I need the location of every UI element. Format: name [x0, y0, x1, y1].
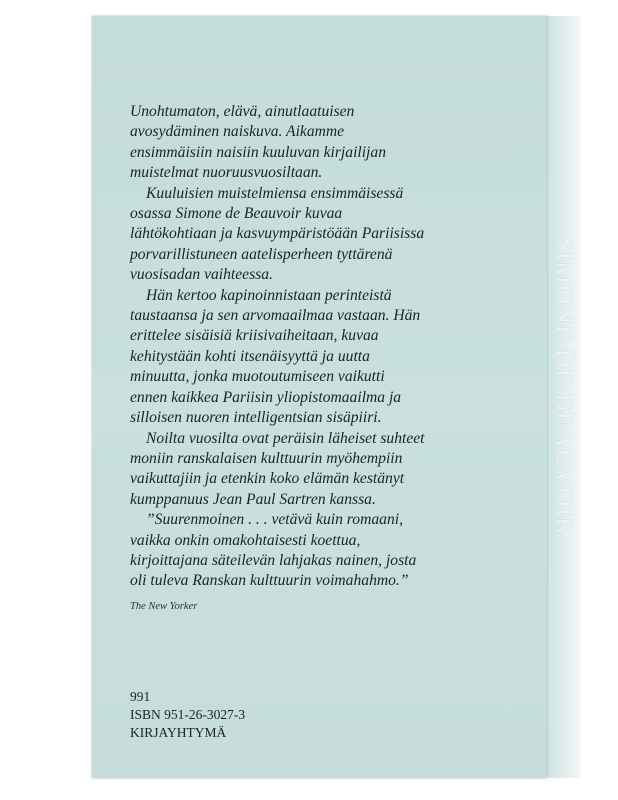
quote-attribution: The New Yorker	[130, 600, 198, 612]
blurb-line: ennen kaikkea Pariisin yliopistomaailma ja	[130, 388, 402, 406]
blurb-line: osassa Simone de Beauvoir kuvaa	[130, 205, 343, 223]
quote-line: oli tuleva Ranskan kulttuurin voimahahmo.”	[130, 572, 409, 590]
blurb-line: avosydäminen naiskuva. Aikamme	[130, 123, 345, 141]
review-quote	[130, 510, 530, 592]
blurb-paragraph-3	[130, 286, 530, 429]
blurb-line: Kuuluisien muistelmiensa ensimmäisessä	[146, 184, 404, 202]
quote-line: kirjoittajana säteilevän lahjakas nainen, josta	[130, 551, 417, 569]
blurb-line: taustaansa ja sen arvomaailmaa vastaan. Hän	[130, 307, 421, 325]
blurb-line: muistelmat nuoruusvuosiltaan.	[130, 164, 323, 182]
quote-line: vaikka onkin omakohtaisesti koettua,	[130, 531, 361, 549]
blurb-line: vaikuttajiin ja etenkin koko elämän kestänyt	[130, 470, 405, 488]
blurb-line: moniin ranskalaisen kulttuurin myöhempiin	[130, 449, 403, 467]
blurb-line: vuosisadan vaihteessa.	[130, 266, 273, 284]
blurb-line: ensimmäisiin naisiin kuuluvan kirjailijan	[130, 143, 386, 161]
spine-title: SIMONE DE BEAUVOIR	[550, 236, 580, 536]
publisher-name: KIRJAYHTYMÄ	[130, 725, 227, 740]
blurb-line: erittelee sisäisiä kriisivaiheitaan, kuvaa	[130, 327, 379, 345]
blurb-paragraph-2	[130, 184, 530, 286]
spine-title-area	[548, 76, 581, 696]
blurb-line: kumppanuus Jean Paul Sartren kanssa.	[130, 490, 376, 508]
blurb-line: minuutta, jonka muotoutumiseen vaikutti	[130, 368, 385, 386]
quote-line: ”Suurenmoinen . . . vetävä kuin romaani,	[146, 511, 403, 529]
blurb-text	[130, 102, 530, 617]
book-spine	[547, 16, 581, 778]
blurb-line: porvarillistuneen aatelisperheen tyttärenä	[130, 245, 393, 263]
blurb-paragraph-4	[130, 429, 530, 511]
isbn: ISBN 951-26-3027-3	[130, 707, 246, 722]
blurb-line: Unohtumaton, elävä, ainutlaatuisen	[130, 103, 355, 120]
blurb-line: silloisen nuoren intelligentsian sisäpiiri.	[130, 409, 382, 427]
product-code: 991	[130, 689, 151, 704]
blurb-line: kehitystään kohti itsenäisyyttä ja uutta	[130, 347, 370, 365]
blurb-line: Noilta vuosilta ovat peräisin läheiset suhteet	[146, 429, 425, 447]
blurb-line: lähtökohtiaan ja kasvuympäristöään Pariisissa	[130, 225, 425, 243]
blurb-paragraph-1	[130, 102, 530, 184]
blurb-line: Hän kertoo kapinoinnistaan perinteistä	[146, 286, 392, 304]
publisher-imprint	[130, 688, 245, 742]
